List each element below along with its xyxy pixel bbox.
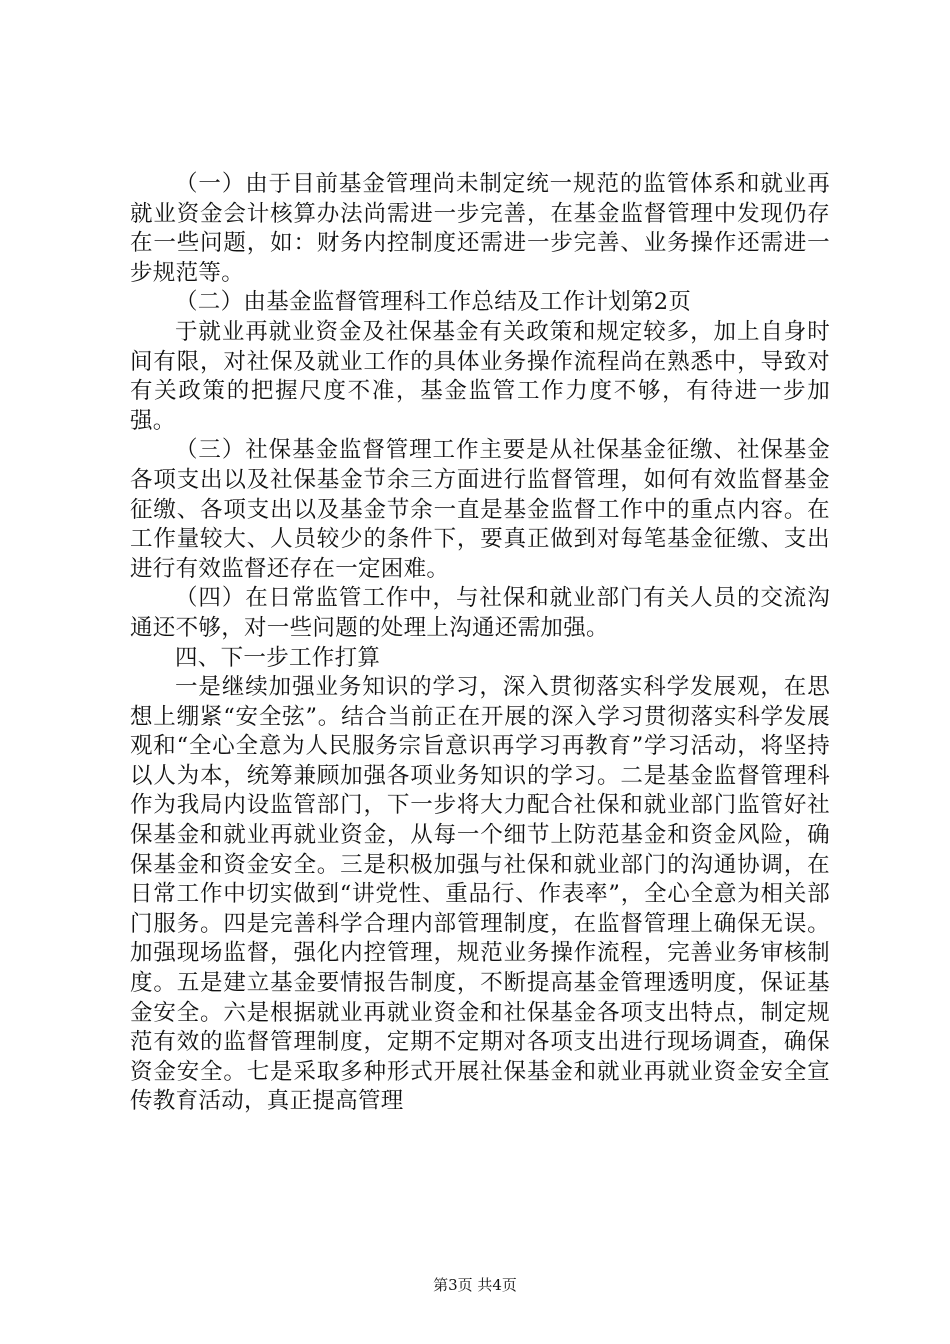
document-body bbox=[130, 170, 830, 1117]
paragraph-section-2-body: 于就业再就业资金及社保基金有关政策和规定较多，加上自身时间有限，对社保及就业工作的具体业务操作流程尚在熟悉中，导致对有关政策的把握尺度不准，基金监管工作力度不够，有待进一步加强。 bbox=[130, 318, 830, 434]
paragraph-section-1: （一）由于目前基金管理尚未制定统一规范的监管体系和就业再就业资金会计核算办法尚需进一步完善，在基金监督管理中发现仍存在一些问题，如：财务内控制度还需进一步完善、业务操作还需进一步规范等。 bbox=[130, 171, 830, 286]
paragraph-next-steps-body: 一是继续加强业务知识的学习，深入贯彻落实科学发展观，在思想上绷紧“安全弦”。结合当前正在开展的深入学习贯彻落实科学发展观和“全心全意为人民服务宗旨意识再学习再教育”学习活动，将坚持以人为本，统筹兼顾加强各项业务知识的学习。二是基金监督管理科作为我局内设监管部门，下一步将大力配合社保和就业部门监管好社保基金和就业再就业资金，从每一个细节上防范基金和资金风险，确保基金和资金安全。三是积极加强与社保和就业部门的沟通协调，在日常工作中切实做到“讲党性、重品行、作表率”，全心全意为相关部门服务。四是完善科学合理内部管理制度，在监督管理上确保无误。加强现场监督，强化内控管理，规范业务操作流程，完善业务审核制度。五是建立基金要情报告制度，不断提高基金管理透明度，保证基金安全。六是根据就业再就业资金和社保基金各项支出特点，制定规范有效的监督管理制度，定期不定期对各项支出进行现场调查，确保资金安全。七是采取多种形式开展社保基金和就业再就业资金安全宣传教育活动，真正提高管理 bbox=[130, 674, 830, 1115]
heading-next-steps: 四、下一步工作打算 bbox=[175, 644, 381, 671]
paragraph-section-3: （三）社保基金监督管理工作主要是从社保基金征缴、社保基金各项支出以及社保基金节余三方面进行监督管理，如何有效监督基金征缴、各项支出以及基金节余一直是基金监督工作中的重点内容。在工作量较大、人员较少的条件下，要真正做到对每笔基金征缴、支出进行有效监督还存在一定困难。 bbox=[130, 437, 830, 582]
paragraph-section-4: （四）在日常监管工作中，与社保和就业部门有关人员的交流沟通还不够，对一些问题的处理上沟通还需加强。 bbox=[130, 585, 830, 641]
paragraph-section-2-heading: （二）由基金监督管理科工作总结及工作计划第2页 bbox=[175, 289, 692, 316]
page-footer: 第3页 共4页 bbox=[433, 1276, 517, 1294]
